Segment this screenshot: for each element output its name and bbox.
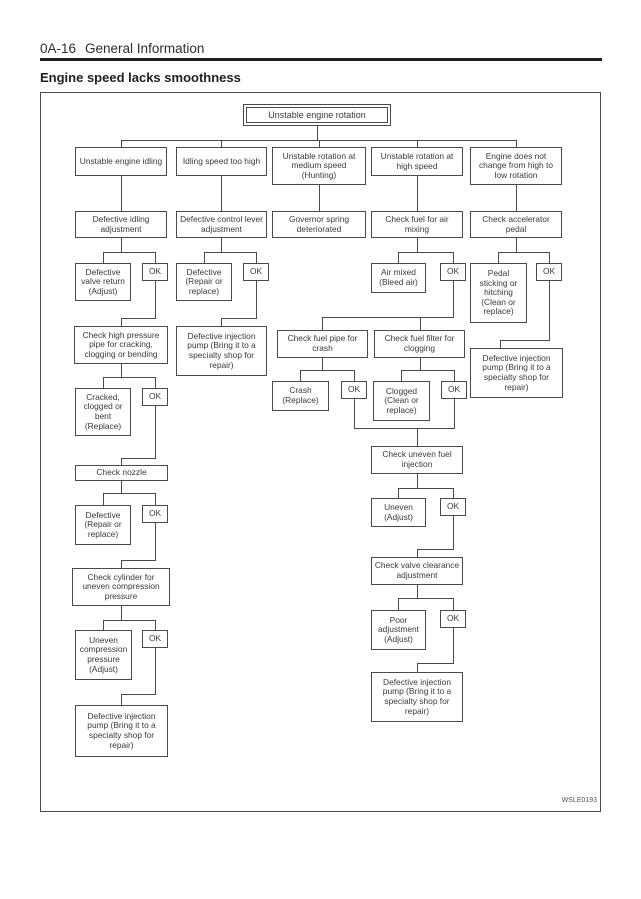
node-clogged-clean-replace: Clogged (Clean or replace) [373,381,430,421]
connector-line [516,140,517,147]
connector-line [454,370,455,381]
ok-box: OK [440,610,466,628]
connector-line [121,606,122,620]
connector-line [121,458,156,459]
connector-line [103,252,156,253]
ok-box: OK [142,505,168,523]
connector-line [417,663,454,664]
node-poor-adjustment: Poor adjustment (Adjust) [371,610,426,650]
connector-line [398,252,454,253]
connector-line [319,140,320,147]
connector-line [121,694,122,705]
connector-line [103,493,104,505]
connector-line [454,399,455,429]
node-defective-repair-replace-1: Defective (Repair or replace) [176,263,232,301]
connector-line [204,252,257,253]
connector-line [417,474,418,488]
connector-line [155,406,156,458]
connector-line [155,493,156,505]
connector-line [319,185,320,211]
connector-line [300,370,355,371]
ok-box: OK [536,263,562,281]
node-injection-pump-final-col1: Defective injection pump (Bring it to a specialty shop for repair) [75,705,168,757]
connector-line [453,252,454,263]
connector-line [121,560,156,561]
connector-line [103,252,104,263]
connector-line [317,126,318,140]
ok-box: OK [440,263,466,281]
connector-line [300,370,301,381]
connector-line [155,281,156,318]
connector-line [500,340,550,341]
connector-line [155,377,156,388]
connector-line [354,428,455,429]
connector-line [322,317,323,330]
node-check-uneven-fuel-injection: Check uneven fuel injection [371,446,463,474]
connector-line [417,585,418,598]
node-unstable-engine-idling: Unstable engine idling [75,147,167,176]
connector-line [453,598,454,610]
connector-line [354,399,355,429]
connector-line [498,252,499,263]
connector-line [121,140,122,147]
connector-line [453,628,454,663]
node-injection-pump-final-col5: Defective injection pump (Bring it to a specialty shop for repair) [470,348,563,398]
page-header [40,41,204,56]
connector-line [417,549,454,550]
ok-box: OK [142,388,168,406]
connector-line [221,140,222,147]
ok-box: OK [142,263,168,281]
header-rule [40,58,602,61]
connector-line [121,458,122,465]
ok-box: OK [341,381,367,399]
connector-line [204,252,205,263]
node-air-mixed: Air mixed (Bleed air) [371,263,426,293]
connector-line [420,317,421,330]
figure-code: WSLE0193 [561,797,597,804]
connector-line [322,317,454,318]
node-idling-speed-too-high: Idling speed too high [176,147,267,176]
node-check-accelerator-pedal: Check accelerator pedal [470,211,562,238]
node-injection-pump-final-col4: Defective injection pump (Bring it to a specialty shop for repair) [371,672,463,722]
ok-box: OK [243,263,269,281]
connector-line [103,620,104,630]
connector-line [121,560,122,568]
connector-line [221,176,222,211]
connector-line [516,185,517,211]
connector-line [500,340,501,348]
connector-line [256,281,257,318]
page-title: Engine speed lacks smoothness [40,70,241,85]
connector-line [398,598,454,599]
connector-line [322,358,323,370]
connector-line [221,238,222,252]
connector-line [155,252,156,263]
node-defective-repair-replace-2: Defective (Repair or replace) [75,505,131,545]
node-check-fuel-air-mixing: Check fuel for air mixing [371,211,463,238]
connector-line [398,598,399,610]
connector-line [398,488,454,489]
connector-line [221,318,257,319]
node-root [243,104,391,126]
connector-line [121,176,122,211]
node-unstable-high-speed: Unstable rotation at high speed [371,147,463,176]
ok-box: OK [440,498,466,516]
connector-line [398,488,399,498]
node-pedal-sticking: Pedal sticking or hitching (Clean or replace) [470,263,527,323]
connector-line [155,648,156,694]
connector-line [121,318,122,326]
node-defective-control-lever: Defective control lever adjustment [176,211,267,238]
connector-line [103,493,156,494]
connector-line [417,663,418,672]
connector-line [498,252,550,253]
connector-line [256,252,257,263]
node-check-high-pressure-pipe: Check high pressure pipe for cracking, clogging or bending [74,326,168,364]
connector-line [103,377,104,388]
node-root-label: Unstable engine rotation [246,107,388,123]
connector-line [417,176,418,211]
connector-line [121,694,156,695]
node-check-nozzle: Check nozzle [75,465,168,481]
connector-line [354,370,355,381]
node-check-cylinder-compression: Check cylinder for uneven compression pressure [72,568,170,606]
node-governor-spring: Governor spring deteriorated [272,211,366,238]
section-title: General Information [85,41,205,56]
node-check-valve-clearance: Check valve clearance adjustment [371,557,463,585]
connector-line [549,281,550,340]
node-check-fuel-pipe-crash: Check fuel pipe for crash [277,330,368,358]
connector-line [453,516,454,549]
connector-line [103,377,156,378]
connector-line [549,252,550,263]
connector-line [417,549,418,557]
connector-line [417,238,418,252]
connector-line [155,523,156,560]
node-defective-valve-return: Defective valve return (Adjust) [75,263,131,301]
node-uneven-compression-pressure: Uneven compression pressure (Adjust) [75,630,132,680]
node-check-fuel-filter: Check fuel filter for clogging [374,330,465,358]
ok-box: OK [142,630,168,648]
connector-line [401,370,455,371]
connector-line [121,238,122,252]
connector-line [103,620,156,621]
connector-line [155,620,156,630]
node-cracked-clogged-bent: Cracked, clogged or bent (Replace) [75,388,131,436]
node-unstable-medium-speed: Unstable rotation at medium speed (Hunting) [272,147,366,185]
connector-line [453,281,454,317]
connector-line [398,252,399,263]
connector-line [221,318,222,326]
connector-line [417,140,418,147]
connector-line [417,428,418,446]
node-uneven-adjust: Uneven (Adjust) [371,498,426,527]
connector-line [121,318,156,319]
section-code: 0A-16 [40,41,77,56]
node-defective-idling-adjustment: Defective idling adjustment [75,211,167,238]
node-crash-replace: Crash (Replace) [272,381,329,411]
connector-line [453,488,454,498]
connector-line [401,370,402,381]
node-injection-pump-final-col2: Defective injection pump (Bring it to a specialty shop for repair) [176,326,267,376]
ok-box: OK [441,381,467,399]
connector-line [420,358,421,370]
connector-line [121,481,122,493]
connector-line [121,364,122,377]
connector-line [516,238,517,252]
node-no-change-high-low: Engine does not change from high to low rotation [470,147,562,185]
